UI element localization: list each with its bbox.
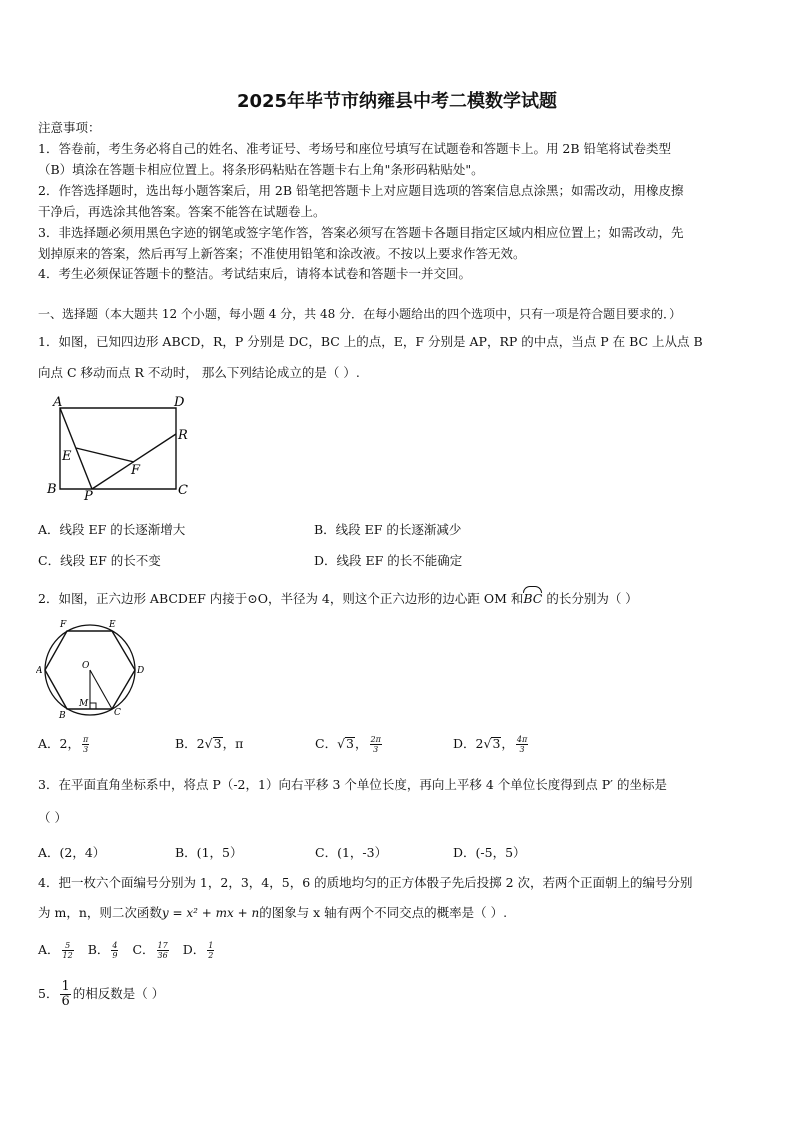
q3-option-b[interactable]: B．(1，5） [175, 845, 243, 860]
q2-text-a: 2．如图，正六边形 ABCDEF 内接于⊙O，半径为 4，则这个正六边形的边心距 OM 和 [38, 591, 524, 606]
q1-option-c[interactable]: C．线段 EF 的长不变 [38, 553, 161, 568]
q2-figure [36, 614, 156, 722]
notice-item: 2．作答选择题时，选出每小题答案后，用 2B 铅笔把答题卡上对应题目选项的答案信息点涂黑；如需改动，用橡皮擦 [38, 183, 684, 198]
label-r: R [178, 428, 188, 443]
q4-text-line2: 为 m，n，则二次函数y = x² + mx + n的图象与 x 轴有两个不同交点的概率是（ ）. [38, 905, 508, 920]
q1-text-line2: 向点 C 移动而点 R 不动时， 那么下列结论成立的是（ ）. [38, 365, 360, 380]
notice-heading: 注意事项： [38, 120, 101, 135]
q3-option-c[interactable]: C．(1，-3） [315, 845, 388, 860]
notice-item: 划掉原来的答案，然后再写上新答案；不准使用铅笔和涂改液。不按以上要求作答无效。 [38, 246, 526, 261]
q2-text [38, 591, 638, 607]
label-f: F [60, 620, 67, 630]
q1-text-line1: 1．如图，已知四边形 ABCD，R，P 分别是 DC，BC 上的点，E，F 分别是 AP，RP 的中点，当点 P 在 BC 上从点 B [38, 334, 703, 349]
q2-option-c[interactable]: C．√3， $\frac{2\pi}{3}$ [315, 735, 381, 754]
q3-text-line1: 3．在平面直角坐标系中，将点 P（-2，1）向右平移 3 个单位长度，再向上平移 4 个单位长度得到点 P′ 的坐标是 [38, 777, 667, 792]
fraction: $\frac{1}{6}$ [61, 979, 70, 1009]
notice-item: 干净后，再选涂其他答案。答案不能答在试题卷上。 [38, 204, 326, 219]
q2-text-b: 的长分别为（ ） [542, 591, 638, 606]
label-e: E [109, 620, 116, 630]
label-b: B [59, 711, 66, 721]
q2-option-b[interactable]: B．2√3，π [175, 736, 244, 751]
notice-item: 1．答卷前，考生务必将自己的姓名、准考证号、考场号和座位号填写在试题卷和答题卡上。用 2B 铅笔将试卷类型 [38, 141, 672, 156]
q4-text-line1: 4．把一枚六个面编号分别为 1，2，3，4，5，6 的质地均匀的正方体骰子先后投掷 2 次，若两个正面朝上的编号分别 [38, 875, 693, 890]
sqrt-icon: √ [337, 736, 346, 751]
q3-text-line2: （ ） [38, 810, 67, 825]
q4-option-d[interactable]: D． $\frac{1}{2}$ [182, 941, 214, 960]
fraction: $\frac{4\pi}{3}$ [516, 735, 528, 754]
label-m: M [79, 699, 89, 709]
q1-option-d[interactable]: D．线段 EF 的长不能确定 [314, 553, 463, 568]
notice-item: 3．非选择题必须用黑色字迹的钢笔或签字笔作答，答案必须写在答题卡各题目指定区域内相应位置上；如需改动，先 [38, 225, 684, 240]
label-d: D [174, 395, 185, 410]
q2-arc-bc: BC [523, 591, 543, 606]
label-e: E [62, 449, 72, 464]
q1-option-a[interactable]: A．线段 EF 的长逐渐增大 [38, 522, 186, 537]
q2-option-a[interactable]: A．2， $\frac{\pi}{3}$ [38, 735, 89, 754]
q3-option-a[interactable]: A．(2，4） [38, 845, 106, 860]
label-f: F [131, 463, 141, 478]
notice-item: （B）填涂在答题卡相应位置上。将条形码粘贴在答题卡右上角"条形码粘贴处"。 [38, 162, 484, 177]
fraction: $\frac{\pi}{3}$ [82, 735, 89, 754]
q1-option-b[interactable]: B．线段 EF 的长逐渐减少 [314, 522, 462, 537]
label-d: D [137, 666, 145, 676]
q3-option-d[interactable]: D．(-5，5） [453, 845, 526, 860]
notice-item: 4．考生必须保证答题卡的整洁。考试结束后，请将本试卷和答题卡一并交回。 [38, 266, 471, 281]
label-a: A [36, 666, 43, 676]
label-p: P [84, 489, 93, 504]
label-c: C [114, 708, 121, 718]
label-c: C [178, 483, 188, 498]
section-heading: 一、选择题（本大题共 12 个小题，每小题 4 分，共 48 分．在每小题给出的四个选项中，只有一项是符合题目要求的．） [38, 307, 682, 321]
label-b: B [47, 482, 57, 497]
page-title: 2025年毕节市纳雍县中考二模数学试题 [236, 91, 558, 112]
q4-options [38, 940, 216, 960]
q5-text: 5． $\frac{1}{6}$ 的相反数是（ ） [38, 979, 165, 1009]
fraction: $\frac{2\pi}{3}$ [370, 735, 381, 754]
q4-formula: y = x² + mx + n [161, 906, 260, 920]
sqrt-icon: √ [483, 736, 492, 751]
label-a: A [53, 395, 63, 410]
sqrt-icon: √ [204, 736, 213, 751]
label-o: O [82, 661, 90, 671]
q4-option-a[interactable]: A． $\frac{5}{12}$ [38, 941, 73, 960]
q4-option-b[interactable]: B． $\frac{4}{9}$ [87, 941, 118, 960]
q1-figure [40, 392, 200, 504]
q4-option-c[interactable]: C． $\frac{17}{36}$ [132, 941, 168, 960]
q2-option-d[interactable]: D．2√3， $\frac{4\pi}{3}$ [453, 735, 528, 754]
